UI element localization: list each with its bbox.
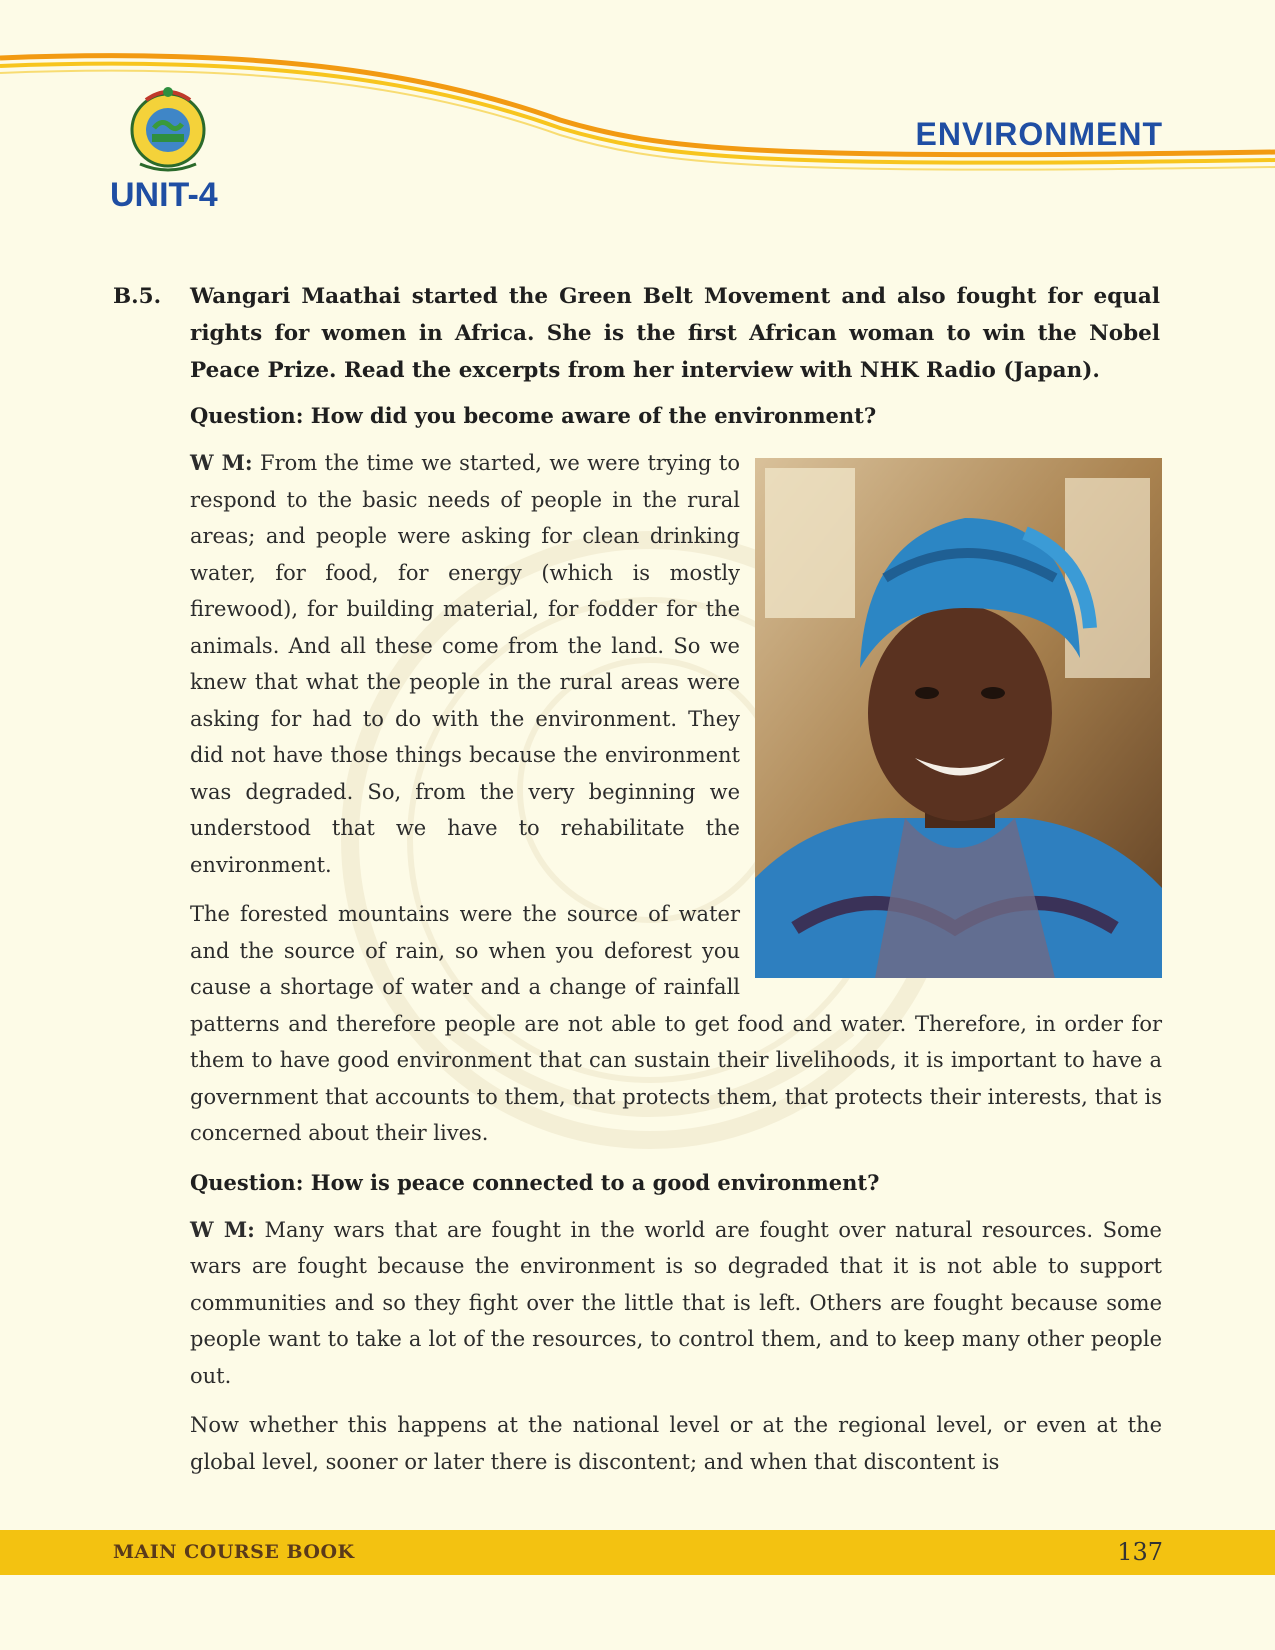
portrait-photo bbox=[755, 458, 1162, 978]
question-heading: Question: How did you become aware of the environment? bbox=[190, 403, 877, 428]
interview-body bbox=[190, 398, 1162, 1480]
section-intro-text: Wangari Maathai started the Green Belt Movement and also fought for equal rights for women in Africa. She is the first African woman to win the Nobel Peace Prize. Read the excerpts from her interview with NHK Radio (Japan). bbox=[190, 284, 1160, 383]
answer-paragraph bbox=[190, 1212, 1162, 1395]
question-heading: Question: How is peace connected to a good environment? bbox=[190, 1169, 880, 1195]
speaker-label: W M: bbox=[190, 450, 253, 475]
unit-title: ENVIRONMENT bbox=[915, 116, 1163, 152]
answer-paragraph-continued: The forested mountains were the source of water and the source of rain, so when you deforest you cause a shortage of water and a change of rainfall patterns and therefore people are not able to get food and water. Therefore, in order for them to have good environment that can sustain their livelihoods, it is important to have a government that accounts to them, that protects them, that protects their interests, that is concerned about their lives. bbox=[190, 902, 1162, 1145]
page-number: 137 bbox=[1117, 1538, 1163, 1566]
board-logo bbox=[118, 78, 218, 178]
section-intro bbox=[113, 278, 1163, 389]
answer-text: From the time we started, we were trying to respond to the basic needs of people in the rural areas; and people were asking for clean drinking water, for food, for energy (which is mostly firewood), for building material, for fodder for the animals. And all these come from the land. So we knew that what the people in the rural areas were asking for had to do with the environment. They did not have those things because the environment was degraded. So, from the very beginning we understood that we have to rehabilitate the environment. bbox=[190, 451, 740, 877]
unit-label: UNIT-4 bbox=[110, 176, 218, 214]
footer-book-title: MAIN COURSE BOOK bbox=[113, 1541, 355, 1563]
speaker-label: W M: bbox=[190, 1216, 255, 1242]
section-number: B.5. bbox=[113, 284, 162, 309]
main-content bbox=[113, 278, 1163, 1493]
answer-paragraph-continued: Now whether this happens at the national level or at the regional level, or even at the global level, sooner or later there is discontent; and when that discontent is bbox=[190, 1413, 1162, 1474]
answer-text: Many wars that are fought in the world are fought over natural resources. Some wars are fought because the environment is so degraded that it is not able to support communities and so they fight over the little that is left. Others are fought because some people want to take a lot of the resources, to control them, and to keep many other people out. bbox=[190, 1217, 1162, 1388]
